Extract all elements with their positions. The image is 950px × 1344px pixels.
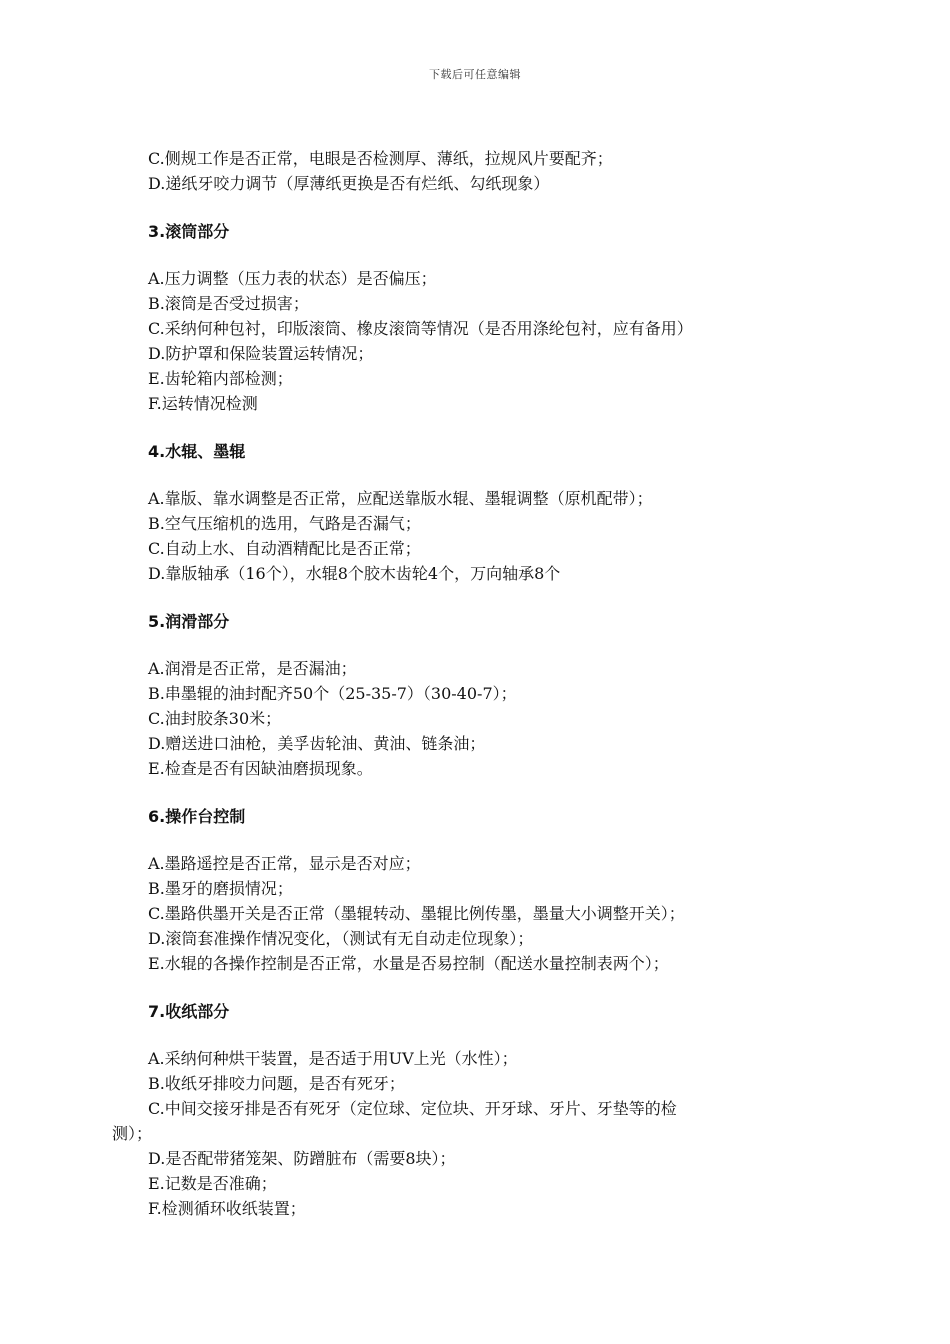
section-heading-3: 3.滚筒部分 bbox=[148, 222, 230, 241]
section-heading-4: 4.水辊、墨辊 bbox=[148, 442, 246, 461]
section-4-item-b: B.空气压缩机的选用，气路是否漏气； bbox=[148, 514, 421, 533]
section-7-item-b: B.收纸牙排咬力问题，是否有死牙； bbox=[148, 1074, 405, 1093]
section-7-item-e: E.记数是否准确； bbox=[148, 1174, 277, 1193]
section-5-item-a: A.润滑是否正常，是否漏油； bbox=[148, 659, 357, 678]
section-3-item-b: B.滚筒是否受过损害； bbox=[148, 294, 309, 313]
section-5-item-d: D.赠送进口油枪，美孚齿轮油、黄油、链条油； bbox=[148, 734, 486, 753]
section-4-item-a: A.靠版、靠水调整是否正常，应配送靠版水辊、墨辊调整（原机配带）； bbox=[148, 489, 653, 508]
section-7-item-c: C.中间交接牙排是否有死牙（定位球、定位块、开牙球、牙片、牙垫等的检 bbox=[148, 1099, 677, 1118]
section-7-item-d: D.是否配带猪笼架、防蹭脏布（需要8块）； bbox=[148, 1149, 456, 1168]
section-7-item-f: F.检测循环收纸装置； bbox=[148, 1199, 306, 1218]
section-7-item-a: A.采纳何种烘干装置，是否适于用UV上光（水性）； bbox=[148, 1049, 518, 1068]
page-header: 下载后可任意编辑 bbox=[429, 68, 521, 81]
section-4-item-d: D.靠版轴承（16个），水辊8个胶木齿轮4个，万向轴承8个 bbox=[148, 564, 561, 583]
section-4-item-c: C.自动上水、自动酒精配比是否正常； bbox=[148, 539, 421, 558]
section-heading-6: 6.操作台控制 bbox=[148, 807, 246, 826]
section-5-item-b: B.串墨辊的油封配齐50个（25-35-7）（30-40-7）； bbox=[148, 684, 517, 703]
section-6-item-c: C.墨路供墨开关是否正常（墨辊转动、墨辊比例传墨，墨量大小调整开关）； bbox=[148, 904, 685, 923]
section-7-item-c-continued: 测）； bbox=[112, 1124, 153, 1143]
section-6-item-b: B.墨牙的磨损情况； bbox=[148, 879, 293, 898]
document-body bbox=[0, 146, 950, 1221]
section-5-item-e: E.检查是否有因缺油磨损现象。 bbox=[148, 759, 373, 778]
section-3-item-e: E.齿轮箱内部检测； bbox=[148, 369, 293, 388]
section-heading-7: 7.收纸部分 bbox=[148, 1002, 230, 1021]
section-6-item-a: A.墨路遥控是否正常，显示是否对应； bbox=[148, 854, 421, 873]
section-6-item-e: E.水辊的各操作控制是否正常，水量是否易控制（配送水量控制表两个）； bbox=[148, 954, 669, 973]
section-3-item-c: C.采纳何种包衬，印版滚筒、橡皮滚筒等情况（是否用涤纶包衬，应有备用） bbox=[148, 319, 693, 338]
section-3-item-d: D.防护罩和保险装置运转情况； bbox=[148, 344, 374, 363]
intro-item-c: C.侧规工作是否正常，电眼是否检测厚、薄纸，拉规风片要配齐； bbox=[148, 149, 613, 168]
section-5-item-c: C.油封胶条30米； bbox=[148, 709, 282, 728]
section-3-item-a: A.压力调整（压力表的状态）是否偏压； bbox=[148, 269, 437, 288]
intro-item-d: D.递纸牙咬力调节（厚薄纸更换是否有烂纸、勾纸现象） bbox=[148, 174, 550, 193]
section-heading-5: 5.润滑部分 bbox=[148, 612, 230, 631]
section-6-item-d: D.滚筒套准操作情况变化，（测试有无自动走位现象）； bbox=[148, 929, 534, 948]
section-3-item-f: F.运转情况检测 bbox=[148, 394, 258, 413]
